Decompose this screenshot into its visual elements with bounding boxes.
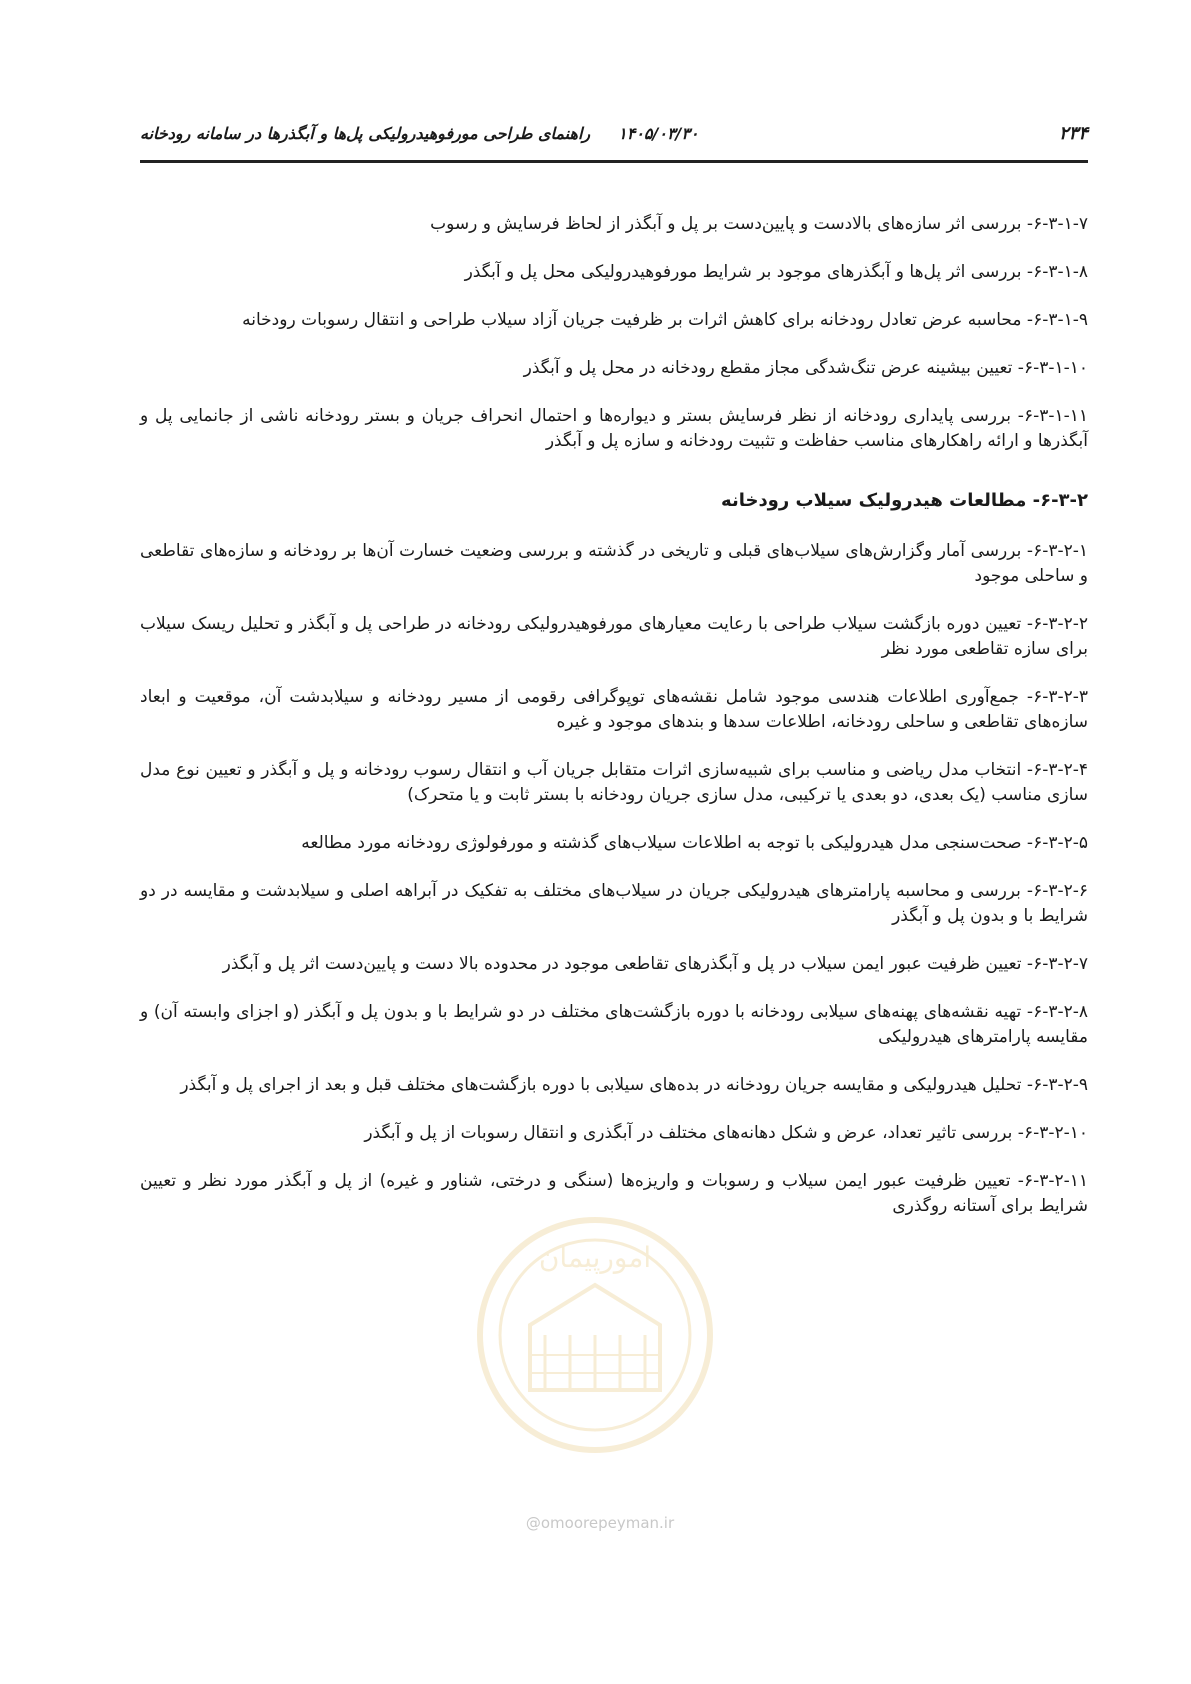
page-header [140,118,1088,148]
list-item: ۶-۳-۲-۳- جمع‌آوری اطلاعات هندسی موجود شامل نقشه‌های توپوگرافی رقومی از مسیر رودخانه و سیلابدشت آن، موقعیت و ابعاد سازه‌های تقاطعی و ساحلی رودخانه، اطلاعات سدها و بندهای موجود و غیره [140,687,1088,732]
list-item: ۶-۳-۲-۶- بررسی و محاسبه پارامترهای هیدرولیکی جریان در سیلاب‌های مختلف به تفکیک در آبراهه اصلی و سیلابدشت و مقایسه در دو شرایط با و بدون پل و آبگذر [140,881,1088,926]
page-number: ۲۳۴ [1058,122,1088,144]
list-item: ۶-۳-۲-۱- بررسی آمار وگزارش‌های سیلاب‌های قبلی و تاریخی در گذشته و بررسی وضعیت خسارت آن‌ها بر رودخانه و سازه‌های تقاطعی و ساحلی موجود [140,541,1088,586]
list-item: ۶-۳-۱-۷- بررسی اثر سازه‌های بالادست و پایین‌دست بر پل و آبگذر از لحاظ فرسایش و رسوب [430,214,1088,234]
list-item: ۶-۳-۲-۵- صحت‌سنجی مدل هیدرولیکی با توجه به اطلاعات سیلاب‌های گذشته و مورفولوژی رودخانه مورد مطالعه [301,833,1088,853]
list-item: ۶-۳-۲-۹- تحلیل هیدرولیکی و مقایسه جریان رودخانه در بده‌های سیلابی با دوره بازگشت‌های مختلف قبل و بعد از اجرای پل و آبگذر [180,1075,1088,1095]
list-item: ۶-۳-۲-۴- انتخاب مدل ریاضی و مناسب برای شبیه‌سازی اثرات متقابل جریان آب و انتقال رسوب رودخانه و پل و آبگذر و تعیین نوع مدل سازی مناسب (یک بعدی، دو بعدی یا ترکیبی، مدل سازی جریان رودخانه با بستر ثابت و یا متحرک) [140,760,1088,805]
list-item: ۶-۳-۱-۱۰- تعیین بیشینه عرض تنگ‌شدگی مجاز مقطع رودخانه در محل پل و آبگذر [523,358,1088,378]
list-item: ۶-۳-۲-۷- تعیین ظرفیت عبور ایمن سیلاب در پل و آبگذرهای تقاطعی موجود در محدوده بالا دست و پایین‌دست اثر پل و آبگذر [222,954,1088,974]
list-item: ۶-۳-۱-۹- محاسبه عرض تعادل رودخانه برای کاهش اثرات بر ظرفیت جریان آزاد سیلاب طراحی و انتقال رسوبات رودخانه [242,310,1088,330]
list-item: ۶-۳-۲-۱۱- تعیین ظرفیت عبور ایمن سیلاب و رسوبات و واریزه‌ها (سنگی و درختی، شناور و غیره) از پل و آبگذر مورد نظر و تعیین شرایط برای آستانه روگذری [140,1171,1088,1216]
watermark-logo [470,1205,720,1465]
list-item: ۶-۳-۱-۱۱- بررسی پایداری رودخانه از نظر فرسایش بستر و دیواره‌ها و احتمال انحراف جریان و بستر رودخانه ناشی از جانمایی پل و آبگذرها و ارائه راهکارهای مناسب حفاظت و تثبیت رودخانه و سازه پل و آبگذر [140,406,1088,451]
list-item: ۶-۳-۲-۱۰- بررسی تاثیر تعداد، عرض و شکل دهانه‌های مختلف در آبگذری و انتقال رسوبات از پل و آبگذر [364,1123,1088,1143]
watermark-url: @omoorepeyman.ir [525,1514,675,1532]
watermark-logo-text: امورپیمان [538,1241,652,1274]
header-title: راهنمای طراحی مورفوهیدرولیکی پل‌ها و آبگذرها در سامانه رودخانه [140,123,591,143]
section-heading: ۶-۳-۲- مطالعات هیدرولیک سیلاب رودخانه [721,490,1088,511]
document-body [140,212,1088,1242]
list-item: ۶-۳-۱-۸- بررسی اثر پل‌ها و آبگذرهای موجود بر شرایط مورفوهیدرولیکی محل پل و آبگذر [464,262,1088,282]
header-date: ۱۴۰۵/۰۳/۳۰ [618,123,699,143]
header-rule [140,160,1088,163]
list-item: ۶-۳-۲-۲- تعیین دوره بازگشت سیلاب طراحی با رعایت معیارهای مورفوهیدرولیکی رودخانه در طراحی پل و آبگذر و تحلیل ریسک سیلاب برای سازه تقاطعی مورد نظر [140,614,1088,659]
list-item: ۶-۳-۲-۸- تهیه نقشه‌های پهنه‌های سیلابی رودخانه با دوره بازگشت‌های مختلف در دو شرایط با و بدون پل و آبگذر (و اجزای وابسته آن) و مقایسه پارامترهای هیدرولیکی [140,1002,1088,1047]
